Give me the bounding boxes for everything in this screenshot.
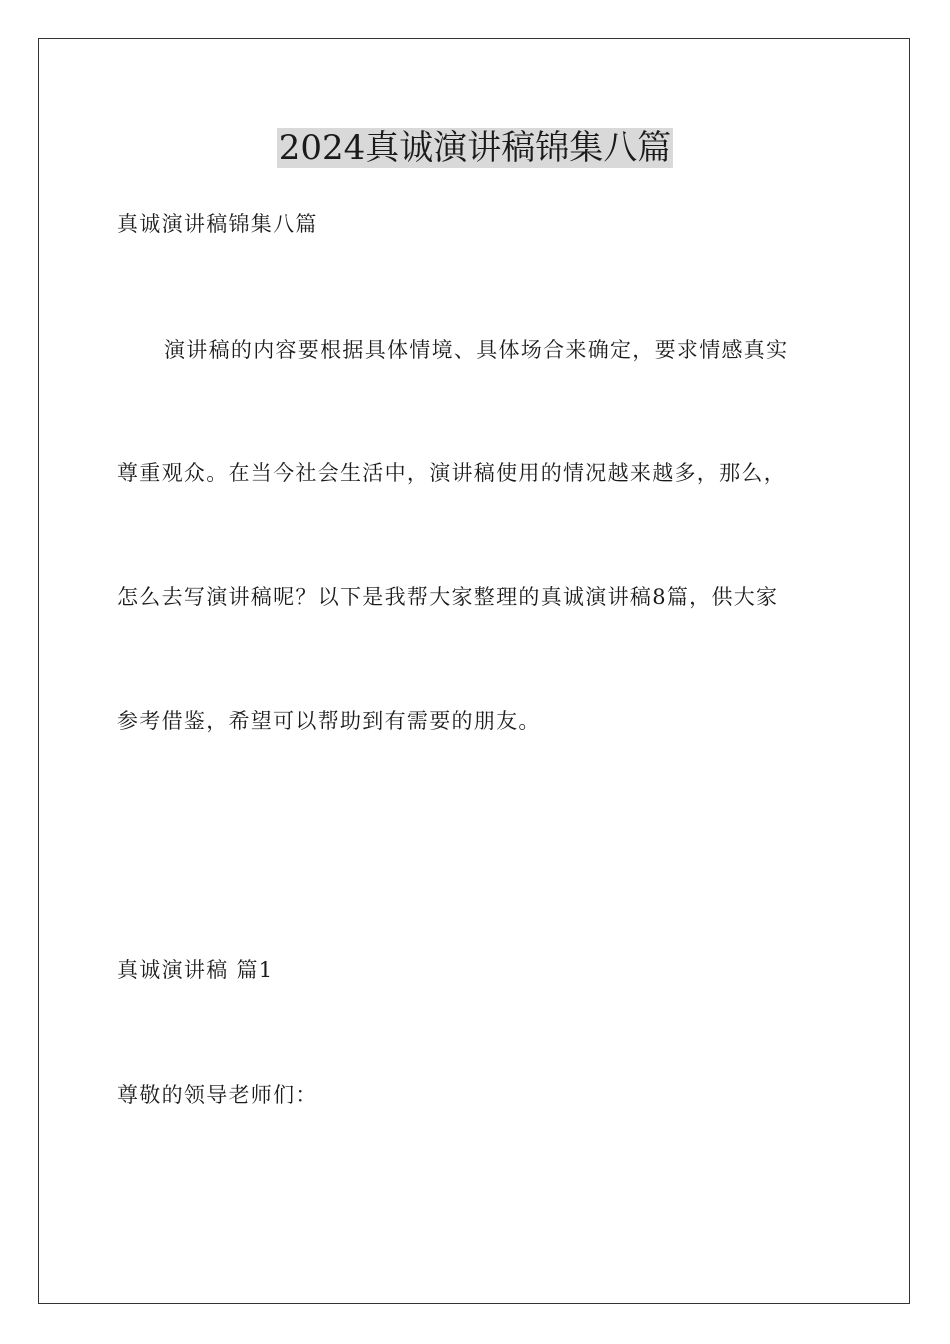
intro-line-3: 怎么去写演讲稿呢？以下是我帮大家整理的真诚演讲稿8篇，供大家 [117,585,779,609]
salutation: 尊敬的领导老师们： [117,1083,318,1107]
document-title [0,126,950,170]
document-title-text: 2024真诚演讲稿锦集八篇 [278,128,672,168]
document-subtitle: 真诚演讲稿锦集八篇 [117,212,318,236]
intro-line-1: 演讲稿的内容要根据具体情境、具体场合来确定，要求情感真实 [164,338,789,362]
intro-line-2: 尊重观众。在当今社会生活中，演讲稿使用的情况越来越多，那么， [117,461,786,485]
intro-line-4: 参考借鉴，希望可以帮助到有需要的朋友。 [117,709,541,733]
section-heading: 真诚演讲稿 篇1 [117,958,274,982]
